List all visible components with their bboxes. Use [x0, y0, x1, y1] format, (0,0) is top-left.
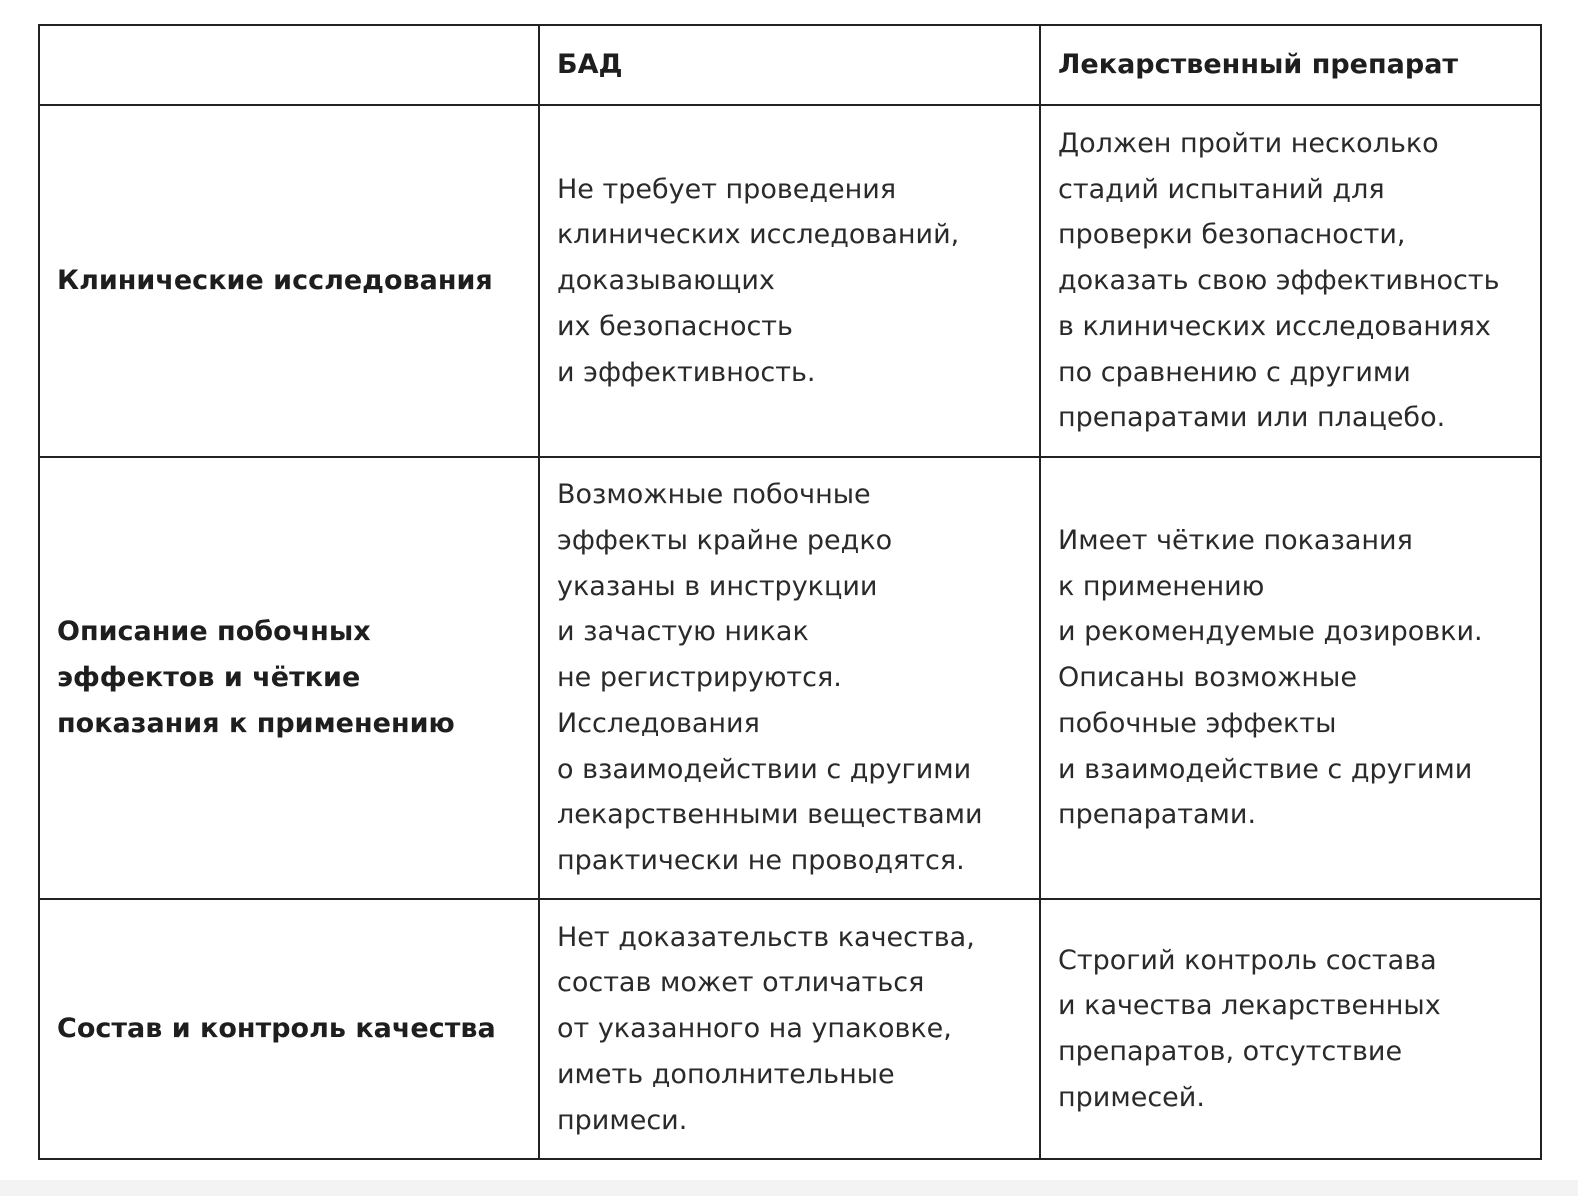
- header-empty-cell: [39, 25, 539, 105]
- cell-line: доказывающих: [557, 265, 775, 297]
- cell-line: состав может отличаться: [557, 967, 925, 999]
- cell-line: препаратов, отсутствие: [1058, 1036, 1403, 1067]
- cell-line: Возможные побочные: [557, 479, 871, 511]
- cell-line: и рекомендуемые дозировки.: [1058, 616, 1483, 648]
- header-bad: БАД: [539, 25, 1040, 105]
- cell-line: Исследования: [557, 707, 760, 739]
- cell-line: Строгий контроль состава: [1058, 944, 1437, 976]
- cell-line: стадий испытаний для: [1058, 173, 1385, 205]
- cell-line: о взаимодействии с другими: [557, 753, 972, 785]
- table-row: [39, 105, 1541, 457]
- cell-line: иметь дополнительные: [557, 1058, 895, 1090]
- cell-line: практически не проводятся.: [557, 844, 965, 876]
- cell-line: примесей.: [1058, 1081, 1205, 1113]
- row-label-line: Клинические исследования: [57, 265, 493, 297]
- cell-line: и эффективность.: [557, 356, 816, 388]
- cell-line: препаратами или плацебо.: [1058, 402, 1446, 434]
- cell-line: в клинических исследованиях: [1058, 310, 1491, 342]
- cell-line: и взаимодействие с другими: [1058, 753, 1473, 785]
- bottom-band: [0, 1180, 1578, 1196]
- row-label-composition: [39, 899, 539, 1159]
- cell-line: Описаны возможные: [1058, 662, 1357, 694]
- row-label-clinical-trials: [39, 105, 539, 457]
- row-label-line: Состав и контроль качества: [57, 1013, 496, 1045]
- row-label-line: эффектов и чёткие: [57, 662, 361, 694]
- cell-bad-clinical-trials: [539, 105, 1040, 457]
- cell-line: препаратами.: [1058, 799, 1257, 831]
- row-label-line: Описание побочных: [57, 616, 371, 648]
- cell-line: эффекты крайне редко: [557, 525, 893, 557]
- header-drug: Лекарственный препарат: [1040, 25, 1541, 105]
- cell-line: Имеет чёткие показания: [1058, 525, 1413, 557]
- cell-line: не регистрируются.: [557, 662, 842, 694]
- cell-bad-side-effects: [539, 457, 1040, 899]
- cell-drug-clinical-trials: [1040, 105, 1541, 457]
- cell-drug-composition: [1040, 899, 1541, 1159]
- cell-line: примеси.: [557, 1104, 688, 1136]
- table-row: [39, 457, 1541, 899]
- comparison-table: [38, 24, 1542, 1160]
- cell-line: доказать свою эффективность: [1058, 265, 1500, 297]
- cell-line: и зачастую никак: [557, 616, 809, 648]
- row-label-line: показания к применению: [57, 707, 455, 739]
- cell-line: указаны в инструкции: [557, 570, 878, 602]
- cell-line: Не требует проведения: [557, 173, 897, 205]
- cell-line: Должен пройти несколько: [1058, 128, 1439, 160]
- cell-line: побочные эффекты: [1058, 707, 1337, 739]
- table-header-row: [39, 25, 1541, 105]
- cell-line: от указанного на упаковке,: [557, 1013, 952, 1045]
- cell-line: и качества лекарственных: [1058, 990, 1441, 1022]
- table-row: [39, 899, 1541, 1159]
- cell-line: по сравнению с другими: [1058, 356, 1411, 388]
- cell-line: Нет доказательств качества,: [557, 921, 975, 953]
- cell-line: лекарственными веществами: [557, 799, 983, 831]
- cell-line: проверки безопасности,: [1058, 219, 1406, 251]
- cell-bad-composition: [539, 899, 1040, 1159]
- row-label-side-effects: [39, 457, 539, 899]
- cell-line: к применению: [1058, 570, 1265, 602]
- cell-line: клинических исследований,: [557, 219, 960, 251]
- cell-line: их безопасность: [557, 310, 793, 342]
- cell-drug-side-effects: [1040, 457, 1541, 899]
